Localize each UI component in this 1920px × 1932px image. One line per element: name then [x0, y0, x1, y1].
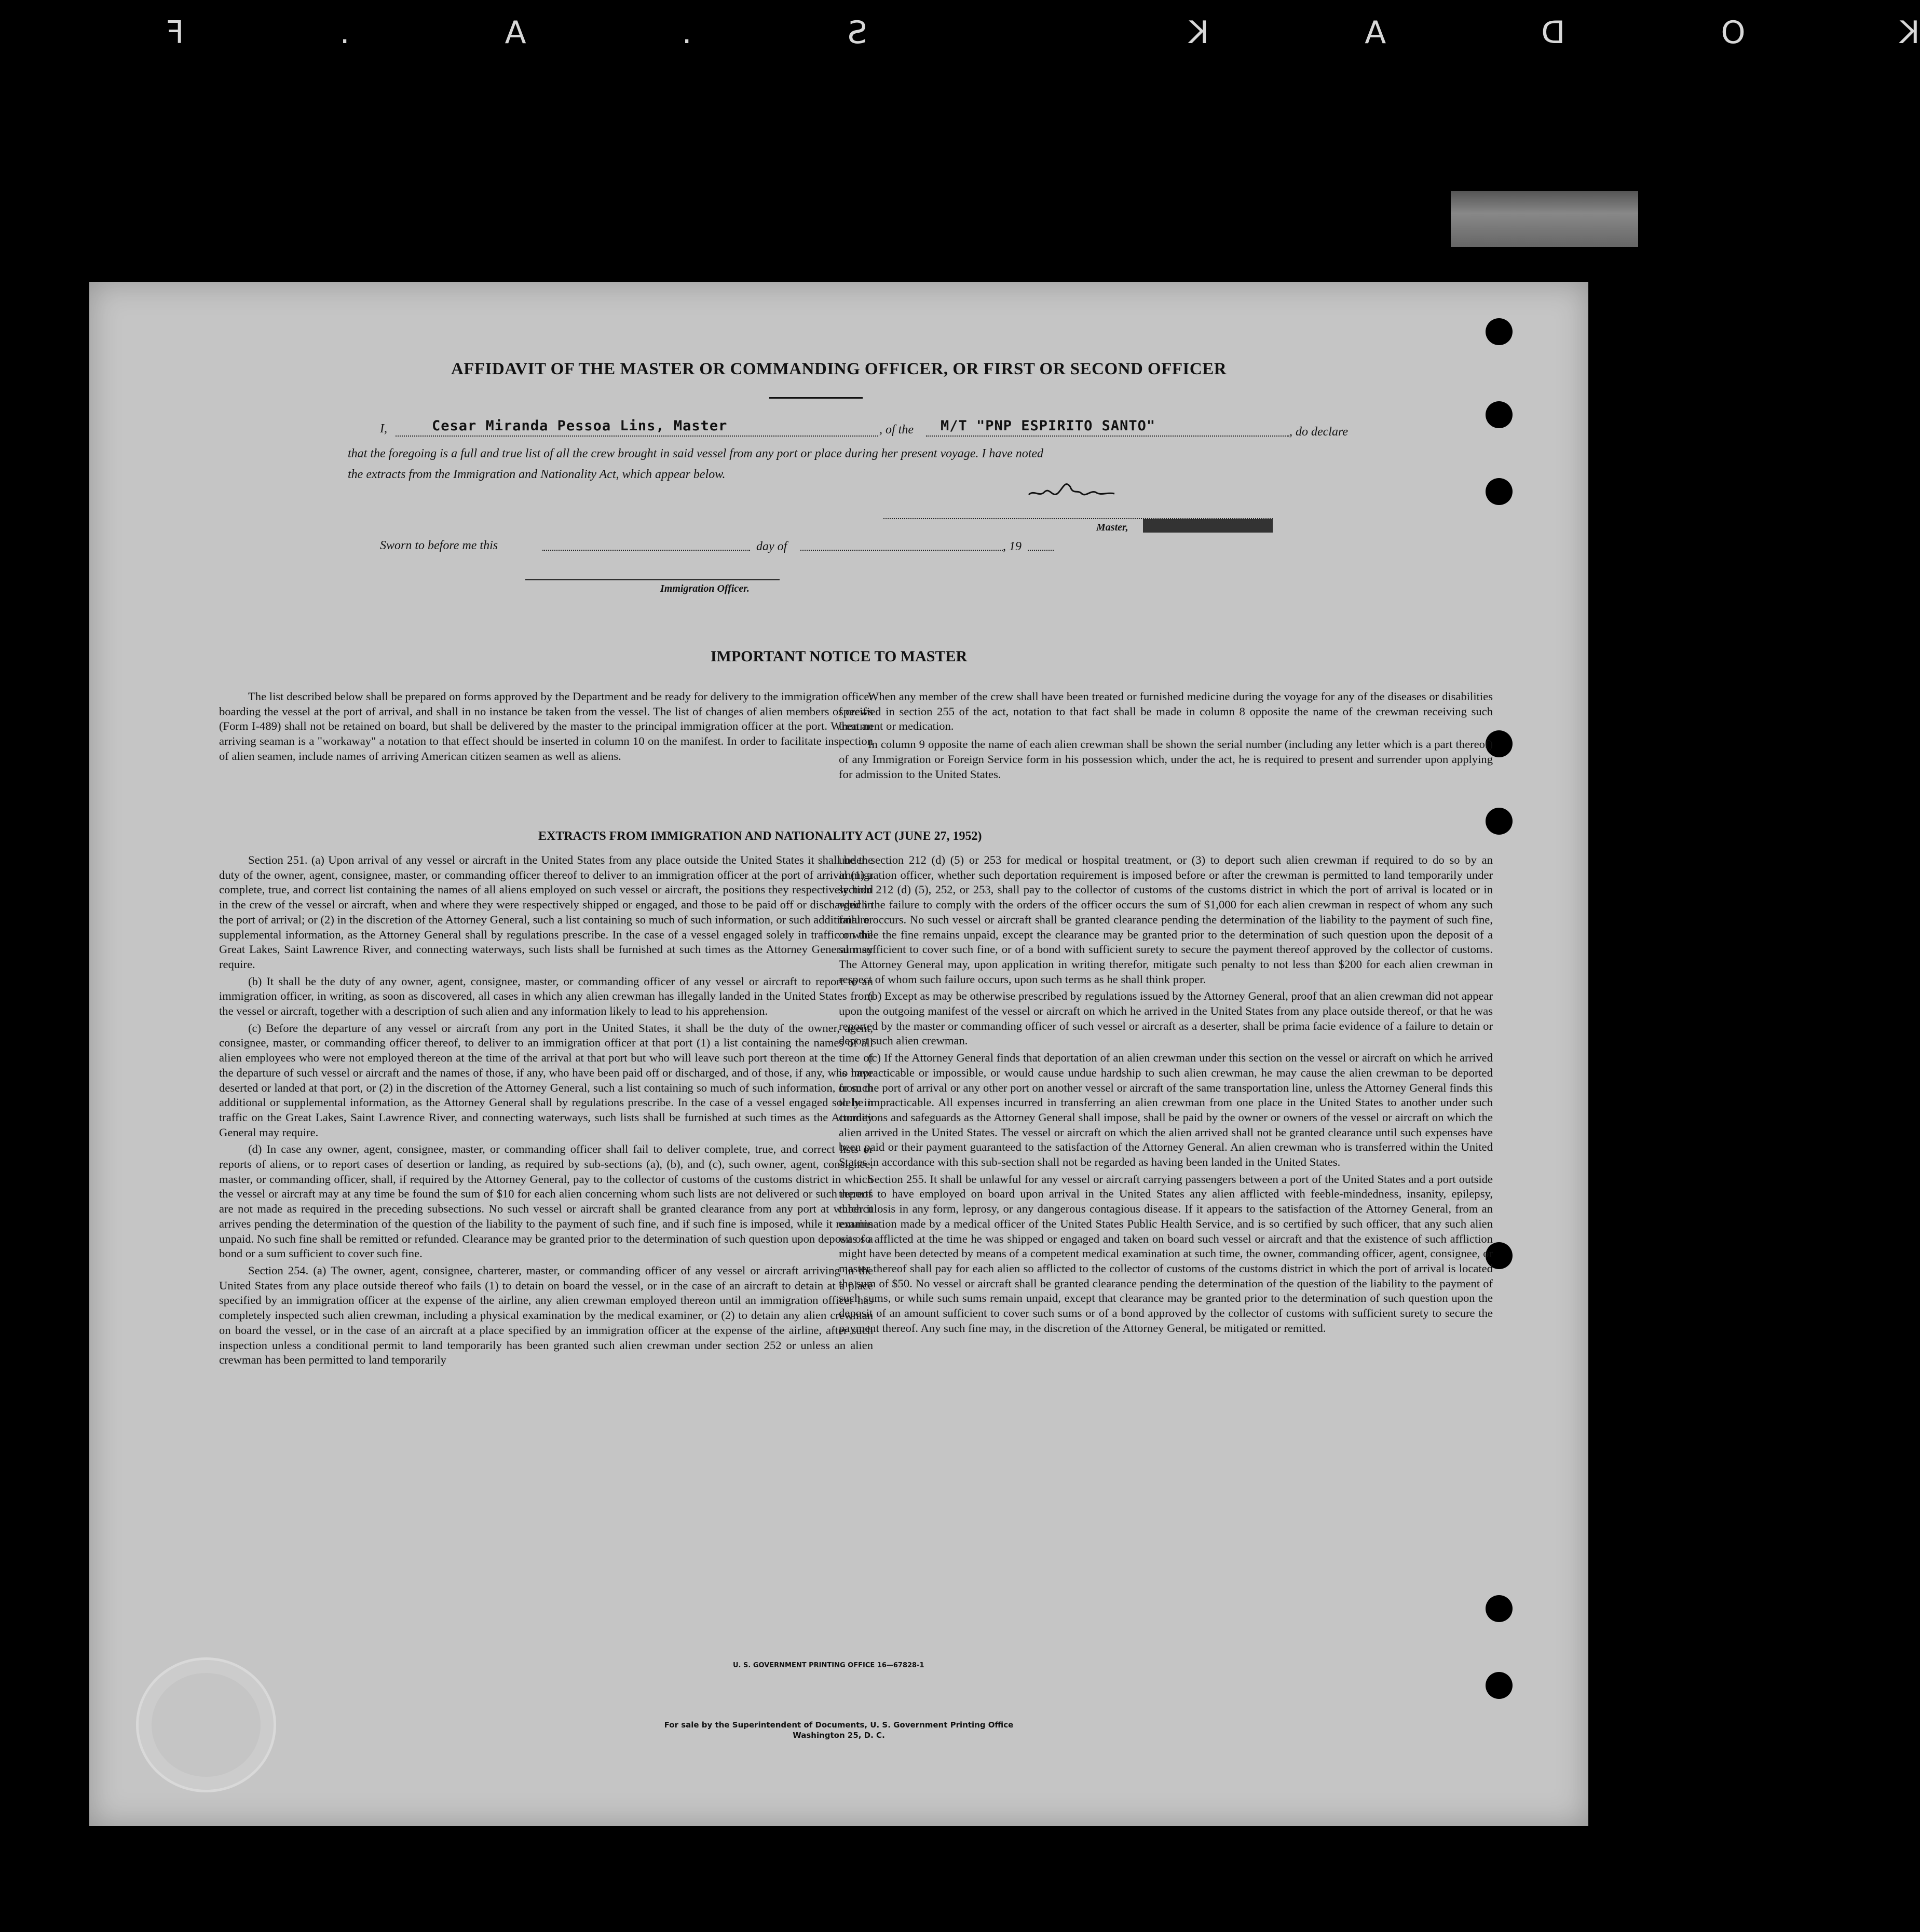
section-254-a: Section 254. (a) The owner, agent, consignee, charterer, master, or commanding officer of any vessel or aircraft arriving in the United States from any place outside thereof who fails (1) to detain on board the vessel, or in the case of an aircraft to detain at a place specified by an immigration officer at the expense of the airline, any alien crewman employed thereon until an immigration officer has completely inspected such alien crewman, including a physical examination by the medical examiner, or (2) to detain any alien crewman on board the vessel, or in the case of an aircraft at a place specified by an immigration officer at the expense of the airline, after such inspection unless a conditional permit to land temporarily has been granted such alien crewman under section 252 or unless an alien crewman has been permitted to land temporarily	[219, 1263, 873, 1367]
section-251-d: (d) In case any owner, agent, consignee, master, or commanding officer shall fail to deliver complete, true, and correct lists or reports of aliens, or to report cases of desertion or landing, as required by sub-sections (a), (b), and (c), such owner, agent, consignee, master, or commanding officer, shall, if required by the Attorney General, pay to the collector of customs of the customs district in which the vessel or aircraft may at any time be found the sum of $10 for each alien concerning whom such lists are not delivered or such reports are not made as required in the preceding subsections. No such vessel or aircraft shall be granted clearance from any port at which it arrives pending the determination of the question of the liability to the payment of such fine, and if such fine is imposed, while it remains unpaid. No such fine shall be remitted or refunded. Clearance may be granted prior to the determination of such question upon deposit of a bond or a sum sufficient to cover such fine.	[219, 1142, 873, 1260]
punch-hole	[1486, 318, 1513, 345]
sale-notice	[89, 1720, 1588, 1740]
punch-hole	[1486, 808, 1513, 835]
year-label: , 19	[1003, 540, 1022, 553]
officer-signature-fill	[525, 579, 780, 580]
form-title: AFFIDAVIT OF THE MASTER OR COMMANDING OFFICER, OR FIRST OR SECOND OFFICER	[451, 360, 1227, 378]
notice-left-paragraph: The list described below shall be prepared on forms approved by the Department and be ready for delivery to the immigration officer boarding the vessel at the port of arrival, and shall in no instance be taken from the vessel. The list of changes of alien members of crews (Form I-489) shall not be retained on board, but shall be delivered by the master to the principal immigration officer at the port. When an arriving seaman is a "workaway" a notation to that effect should be inserted in column 10 on the manifest. In order to facilitate inspection of alien seamen, include names of arriving American citizen seamen as well as aliens.	[219, 690, 873, 763]
section-255: Section 255. It shall be unlawful for any vessel or aircraft carrying passengers between a port of the United States and a port outside thereof to have employed on board upon arrival in the United States any alien afflicted with feeble-mindedness, insanity, epilepsy, tuberculosis in any form, leprosy, or any dangerous contagious disease. If it appears to the satisfaction of the Attorney General, from an examination made by a medical officer of the United States Public Health Service, and is so certified by such officer, that any such alien was so afflicted at the time he was shipped or engaged and taken on board such vessel or aircraft and that the existence of such affliction might have been detected by means of a competent medical examination at such time, the owner, commanding officer, agent, consignee, or master thereof shall pay for each alien so afflicted to the collector of customs of the customs district in which the port of arrival is located the sum of $50. No vessel or aircraft shall be granted clearance pending the determination of the question of the liability to the payment of such sums, or while such sums remain unpaid, except that clearance may be granted prior to the determination of such question upon the deposit of an amount sufficient to cover such sums or of a bond approved by the collector of customs with sufficient surety to secure the payment thereof. Any such fine may, in the discretion of the Attorney General, be mitigated or remitted.	[839, 1172, 1493, 1335]
sale-line-2: Washington 25, D. C.	[793, 1731, 885, 1740]
notice-left-column	[219, 689, 873, 766]
day-of-label: day of	[756, 540, 787, 553]
punch-hole	[1486, 1595, 1513, 1622]
notice-right-column	[839, 689, 1493, 784]
officer-label: Immigration Officer.	[660, 583, 750, 594]
vessel-name: M/T "PNP ESPIRITO SANTO"	[941, 418, 1156, 434]
section-251-a: Section 251. (a) Upon arrival of any vessel or aircraft in the United States from any place outside the United States it shall be the duty of the owner, agent, consignee, master, or commanding officer thereof to deliver to an immigration officer at the port of arrival (1) a complete, true, and correct list containing the names of all aliens employed on such vessel or aircraft, the positions they respectively hold in the crew of the vessel or aircraft, when and where they were respectively shipped or engaged, and those to be paid off or discharged in the port of arrival; or (2) in the discretion of the Attorney General, such a list containing so much of such information, or such additional or supplemental information, as the Attorney General shall by regulations prescribe. In the case of a vessel engaged solely in traffic on the Great Lakes, Saint Lawrence River, and connecting waterways, such lists shall be furnished at such times as the Attorney General may require.	[219, 853, 873, 971]
punch-hole	[1486, 1672, 1513, 1699]
section-251-b: (b) It shall be the duty of any owner, agent, consignee, master, or commanding officer of any vessel or aircraft to report to an immigration officer, in writing, as soon as discovered, all cases in which any alien crewman has illegally landed in the United States from the vessel or aircraft, together with a description of such alien and any information likely to lead to his apprehension.	[219, 974, 873, 1018]
master-signature	[1024, 474, 1117, 505]
extracts-heading: EXTRACTS FROM IMMIGRATION AND NATIONALITY ACT (JUNE 27, 1952)	[538, 829, 982, 843]
master-name-fill	[396, 436, 878, 437]
redacted-title	[1143, 519, 1273, 533]
notice-heading: IMPORTANT NOTICE TO MASTER	[710, 648, 968, 665]
punch-hole	[1486, 478, 1513, 505]
film-edge-text: KODAK S.A.F	[10, 15, 1920, 51]
notice-right-paragraph-1: When any member of the crew shall have been treated or furnished medicine during the voyage for any of the diseases or disabilities specified in section 255 of the act, notation to that fact shall be made in column 8 opposite the name of the crewman receiving such treatment or medication.	[839, 690, 1493, 733]
punch-hole	[1486, 401, 1513, 428]
sale-line-1: For sale by the Superintendent of Documents, U. S. Government Printing Office	[664, 1720, 1014, 1730]
affidavit-line-2: that the foregoing is a full and true list of all the crew brought in said vessel from any port or place during her present voyage. I have noted	[348, 447, 1044, 460]
i-label: I,	[380, 422, 387, 436]
act-right-column	[839, 853, 1493, 1338]
title-rule	[769, 397, 863, 399]
film-tab	[1451, 191, 1638, 247]
section-251-c: (c) Before the departure of any vessel or aircraft from any port in the United States, it shall be the duty of the owner, agent, consignee, master, or commanding officer thereof, to deliver to an immigration officer at that port (1) a list containing the names of all alien employees who were not employed thereon at the time of the arrival at that port but who will leave such port thereon at the time of the departure of such vessel or aircraft and the names of those, if any, who have been paid off or discharged, and of those, if any, who have deserted or landed at that port, or (2) in the discretion of the Attorney General, such a list containing so much of such information, or such additional or supplemental information, as the Attorney General shall by regulations prescribe. In the case of a vessel engaged solely in traffic on the Great Lakes, Saint Lawrence River, and connecting waterways, such lists shall be furnished at such times as the Attorney General may require.	[219, 1021, 873, 1139]
sworn-label: Sworn to before me this	[380, 539, 498, 552]
act-left-column	[219, 853, 873, 1370]
of-the-label: , of the	[879, 423, 914, 437]
film-edge	[0, 0, 1920, 73]
sworn-month-fill	[800, 550, 1003, 551]
section-254-a-continued: under section 212 (d) (5) or 253 for medical or hospital treatment, or (3) to deport such alien crewman if required to do so by an immigration officer, whether such deportation requirement is imposed before or after the crewman is permitted to land temporarily under section 212 (d) (5), 252, or 253, shall pay to the collector of customs of the customs district in which the port of arrival is located or in which the failure to comply with the orders of the officer occurs the sum of $1,000 for each alien crewman in respect of whom any such failure occurs. No such vessel or aircraft shall be granted clearance pending the determination of the liability to the payment of such fine, or while the fine remains unpaid, except the clearance may be granted prior to the determination of such question upon the deposit of a sum sufficient to cover such fine, or of a bond with sufficient surety to secure the payment thereof approved by the collector of customs. The Attorney General may, upon application in writing therefor, mitigate such penalty to not less than $200 for each alien crewman in respect of whom such failure occurs, upon such terms as he shall think proper.	[839, 853, 1493, 986]
affidavit-page	[89, 282, 1588, 1826]
sworn-year-fill	[1028, 550, 1054, 551]
affidavit-line-3: the extracts from the Immigration and Nationality Act, which appear below.	[348, 468, 726, 481]
master-name: Cesar Miranda Pessoa Lins, Master	[432, 418, 728, 434]
section-254-b: (b) Except as may be otherwise prescribed by regulations issued by the Attorney General, proof that an alien crewman did not appear upon the outgoing manifest of the vessel or aircraft on which he arrived in the United States from any place outside thereof, or that he was reported by the master or commanding officer of such vessel or aircraft as a deserter, shall be prima facie evidence of a failure to detain or deport such alien crewman.	[839, 989, 1493, 1047]
declare-label: , do declare	[1289, 425, 1349, 439]
sworn-day-fill	[542, 550, 750, 551]
section-254-c: (c) If the Attorney General finds that deportation of an alien crewman under this section on the vessel or aircraft on which he arrived is impracticable or impossible, or would cause undue hardship to such alien crewman, he may cause the alien crewman to be deported from the port of arrival or any other port on another vessel or aircraft of the same transportation line, unless the Attorney General finds this to be impracticable. All expenses incurred in transferring an alien crewman from one place in the United States to another under such conditions and safeguards as the Attorney General shall impose, shall be paid by the owner or owners of the vessel or aircraft on which the alien arrived in the United States. The vessel or aircraft on which the alien arrived shall not be granted clearance until such expenses have been paid or their payment guaranteed to the satisfaction of the Attorney General. An alien crewman who is transferred within the United States in accordance with this sub-section shall not be regarded as having been landed in the United States.	[839, 1051, 1493, 1169]
notice-right-paragraph-2: In column 9 opposite the name of each alien crewman shall be shown the serial number (including any letter which is a part thereof) of any Immigration or Foreign Service form in his possession which, under the act, he is required to present and surrender upon applying for admission to the United States.	[839, 738, 1493, 781]
master-label: Master,	[1096, 522, 1128, 533]
gpo-line: U. S. GOVERNMENT PRINTING OFFICE 16—67828-1	[733, 1662, 924, 1669]
vessel-name-fill	[926, 436, 1289, 437]
